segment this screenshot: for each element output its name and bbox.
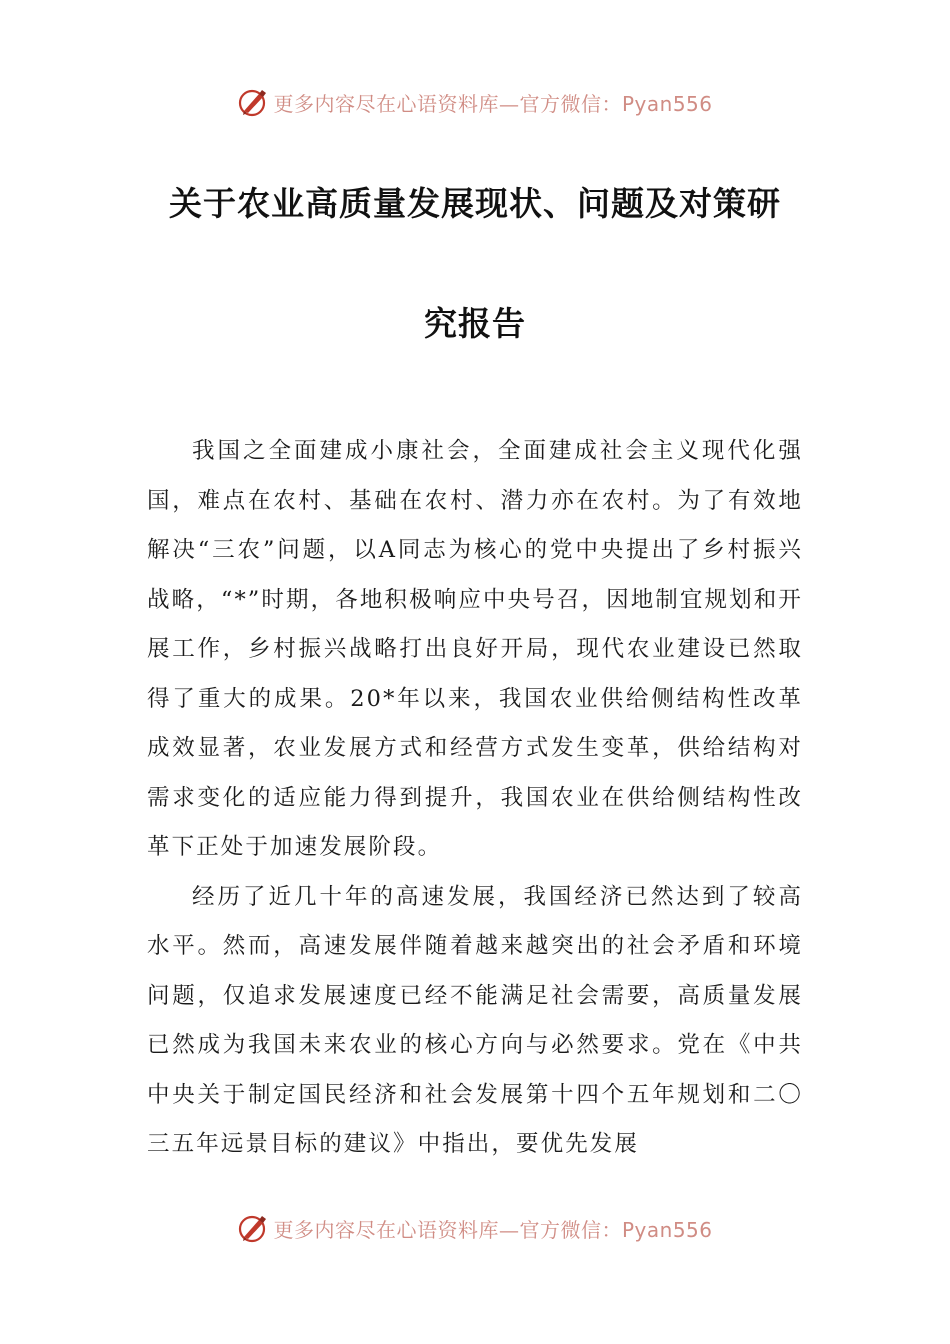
footer-watermark (0, 1208, 950, 1248)
document-body (147, 427, 803, 1170)
watermark-text: 更多内容尽在心语资料库—官方微信： (273, 91, 622, 116)
document-title-line-1: 关于农业高质量发展现状、问题及对策研 (169, 184, 781, 223)
watermark-id: Pyan556 (621, 91, 713, 116)
paragraph-2: 经历了近几十年的高速发展，我国经济已然达到了较高水平。然而，高速发展伴随着越来越突出的社会矛盾和环境问题，仅追求发展速度已经不能满足社会需要，高质量发展已然成为我国未来农业的核心方向与必然要求。党在《中共中央关于制定国民经济和社会发展第十四个五年规划和二〇三五年远景目标的建议》中指出，要优先发展 (147, 883, 803, 1157)
paragraph-1: 我国之全面建成小康社会，全面建成社会主义现代化强国，难点在农村、基础在农村、潜力亦在农村。为了有效地解决“三农”问题，以A同志为核心的党中央提出了乡村振兴战略，“*”时期，各地积极响应中央号召，因地制宜规划和开展工作，乡村振兴战略打出良好开局，现代农业建设已然取得了重大的成果。20*年以来，我国农业供给侧结构性改革成效显著，农业发展方式和经营方式发生变革，供给结构对需求变化的适应能力得到提升，我国农业在供给侧结构性改革下正处于加速发展阶段。 (147, 438, 803, 860)
watermark-text: 更多内容尽在心语资料库—官方微信： (273, 1217, 622, 1242)
watermark-id: Pyan556 (621, 1217, 713, 1242)
pen-logo-icon (237, 1212, 269, 1244)
document-title-line-2: 究报告 (424, 304, 526, 343)
pen-logo-icon (237, 86, 269, 118)
header-watermark (0, 82, 950, 122)
